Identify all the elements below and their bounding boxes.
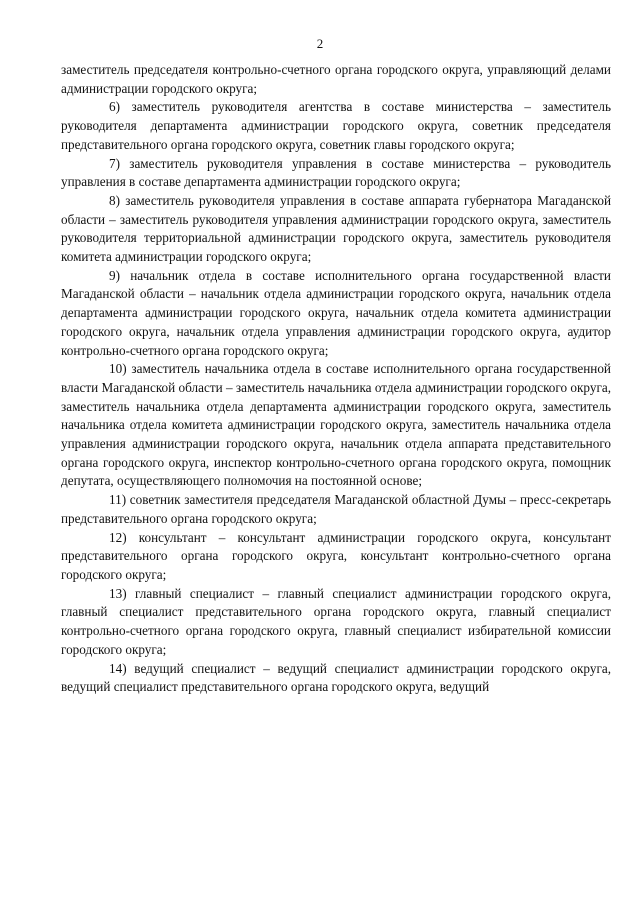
- paragraph-item-11: 11) советник заместителя председателя Магаданской областной Думы – пресс-секретарь представительного органа городского округа;: [61, 492, 611, 526]
- paragraph-item-10: 10) заместитель начальника отдела в составе исполнительного органа государственной власти Магаданской области – заместитель начальника отдела администрации городского округа, заместитель начальника отдела департамента администрации городского округа, заместитель начальника отдела комитета администрации городского округа, заместитель начальника отдела управления администрации городского округа, начальник отдела аппарата представительного органа городского округа, инспектор контрольно-счетного органа городского округа, помощник депутата, осуществляющего полномочия на постоянной основе;: [61, 361, 611, 489]
- paragraph-item-14: 14) ведущий специалист – ведущий специалист администрации городского округа, ведущий специалист представительного органа городского округа, ведущий: [61, 660, 611, 695]
- document-body: [61, 61, 611, 697]
- paragraph-item-6: 6) заместитель руководителя агентства в составе министерства – заместитель руководителя департамента администрации городского округа, советник председателя представительного органа городского округа, советник главы городского округа;: [61, 99, 611, 152]
- paragraph-item-12: 12) консультант – консультант администрации городского округа, консультант представительного органа городского округа, консультант контрольно-счетного органа городского округа;: [61, 529, 611, 582]
- paragraph-item-7: 7) заместитель руководителя управления в составе министерства – руководитель управления в составе департамента администрации городского округа;: [61, 155, 611, 190]
- paragraph-item-13: 13) главный специалист – главный специалист администрации городского округа, главный специалист представительного органа городского округа, главный специалист контрольно-счетного органа городского округа, главный специалист избирательной комиссии городского округа;: [61, 585, 611, 657]
- page-number: 2: [316, 36, 324, 51]
- paragraph-item-8: 8) заместитель руководителя управления в составе аппарата губернатора Магаданской области – заместитель руководителя управления администрации городского округа, заместитель руководителя территориальной администрации городского округа, заместитель руководителя комитета администрации городского округа;: [61, 192, 611, 265]
- paragraph-continuation: заместитель председателя контрольно-счетного органа городского округа, управляющий делами администрации городского округа;: [61, 62, 611, 96]
- paragraph-item-9: 9) начальник отдела в составе исполнительного органа государственной власти Магаданской области – начальник отдела администрации городского округа, начальник отдела департамента администрации городского округа, начальник отдела комитета администрации городского округа, начальник отдела управления администрации городского округа, аудитор контрольно-счетного органа городского округа;: [61, 267, 611, 358]
